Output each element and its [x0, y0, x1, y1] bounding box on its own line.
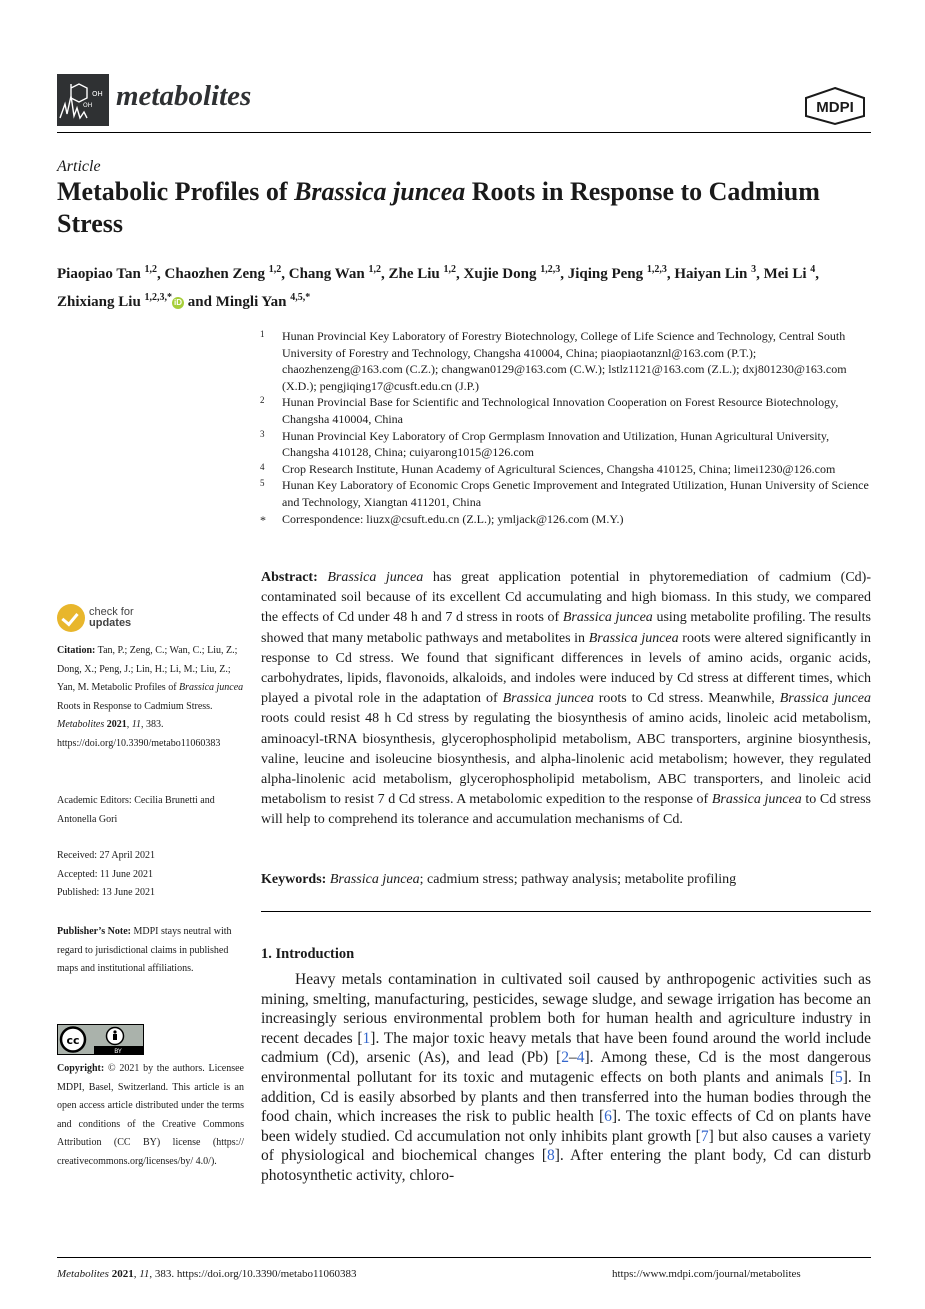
reference-link[interactable]: 6 — [604, 1108, 612, 1126]
reference-link[interactable]: 2 — [561, 1049, 569, 1067]
reference-link[interactable]: 4 — [576, 1049, 585, 1067]
author-affiliation-marker: 1,2 — [443, 264, 457, 275]
keywords: Keywords: Brassica juncea; cadmium stress; pathway analysis; metabolite profiling — [261, 872, 737, 887]
svg-text:cc: cc — [66, 1034, 80, 1047]
species-name: Brassica juncea — [588, 630, 679, 646]
mdpi-logo — [802, 86, 868, 126]
affiliation-item — [258, 394, 872, 427]
author-affiliation-marker: 1,2 — [268, 264, 282, 275]
author-affiliation-marker: 1,2,3 — [540, 264, 561, 275]
header-divider — [57, 132, 871, 133]
abstract: Abstract: Brassica juncea has great application potential in phytoremediation of cadmium (Cd)-contaminated soil because of its excellent Cd accumulating and high biomass. In this study, we compared the effects of Cd under 48 h and 7 d stress in roots of Brassica juncea using metabolite profiling. The results showed that many metabolic pathways and metabolites in Brassica juncea roots were altered significantly in response to Cd stress. We found that significant differences in levels of amino acids, organic acids, carbohydrates, lipids, flavonoids, alkaloids, and indoles were induced by Cd stress at different times, which played a pivotal role in the adaptation of Brassica juncea roots to Cd stress. Meanwhile, Brassica juncea roots could resist 48 h Cd stress by regulating the biosynthesis of amino acids, linoleic acid metabolism, aminoacyl-tRNA biosynthesis, glycerophospholipid metabolism, ABC transporters, arginine biosynthesis, valine, leucine and isoleucine biosynthesis, and alpha-linolenic acid metabolism; however, they regulated alpha-linolenic acid metabolism, glycerophospholipid metabolism, ABC transporters, and linoleic acid metabolism to resist 7 d Cd stress. A metabolomic expedition to the response of Brassica juncea to Cd stress will help to comprehend its tolerance and accumulation mechanisms of Cd. — [261, 570, 872, 828]
cc-by-license-badge[interactable] — [57, 1024, 144, 1055]
svg-text:BY: BY — [114, 1048, 122, 1054]
author-affiliation-marker: 1,2 — [368, 264, 381, 275]
affiliation-text: Hunan Key Laboratory of Economic Crops Genetic Improvement and Integrated Utilization, Hunan University of Science and Technology, Xiangtan 411201, China — [282, 478, 869, 509]
citation-doi-link[interactable]: , 383. https://doi.org/10.3390/metabo11060383 — [57, 719, 221, 749]
footer-citation: Metabolites 2021, 11, 383. https://doi.org/10.3390/metabo11060383 — [57, 1268, 357, 1280]
publication-dates — [57, 847, 244, 903]
reference-link[interactable]: 8 — [546, 1147, 555, 1165]
species-name: Brassica juncea — [502, 691, 594, 707]
affiliation-text: Correspondence: liuzx@csuft.edu.cn (Z.L.); ymljack@126.com (M.Y.) — [282, 511, 624, 526]
author-affiliation-marker: 1,2,3 — [646, 264, 667, 275]
species-name: Brassica juncea — [327, 570, 424, 585]
author-affiliation-marker: 4 — [810, 264, 816, 275]
affiliation-item — [258, 511, 872, 528]
introduction-paragraph: Heavy metals contamination in cultivated soil caused by anthropogenic activities such as mining, smelting, manufacturing, pesticides, sewage sludge, and sewage irrigation has become an increasingly serious environmental problem both for human health and agriculture industry in recent decades [1]. The major toxic heavy metals that have been found around the world include cadmium (Cd), arsenic (As), and lead (Pb) [2–4]. Among these, Cd is the most dangerous environmental pollutant for its toxic and mutagenic effects on both plants and animals [5]. In addition, Cd is easily absorbed by plants and then transferred into the human bodies through the food chain, which increases the risk to public health [6]. The toxic effects of Cd on plants have been widely studied. Cd accumulation not only inhibits plant growth [7] but also causes a variety of physiological and biochemical changes [8]. After entering the plant body, Cd can disturb photosynthetic activity, chloro- — [261, 971, 871, 1184]
author-name[interactable]: Piaopiao Tan — [57, 266, 141, 282]
species-name: Brassica juncea — [779, 691, 871, 707]
publisher-note: Publisher’s Note: MDPI stays neutral with regard to jurisdictional claims in published maps and institutional affiliations. — [57, 926, 232, 974]
check-for-updates-button[interactable]: check for updates — [57, 604, 177, 636]
affiliation-text: Hunan Provincial Key Laboratory of Crop Germplasm Innovation and Utilization, Hunan Agricultural University, Changsha 410128, China; cuiyarong1015@126.com — [282, 428, 830, 460]
reference-link[interactable]: 5 — [835, 1068, 843, 1086]
affiliation-item — [258, 428, 872, 461]
affiliation-number: 2 — [260, 395, 265, 406]
section-heading-introduction: 1. Introduction — [261, 946, 355, 962]
accepted-date: Accepted: 11 June 2021 — [57, 868, 153, 880]
affiliation-number: * — [260, 512, 266, 527]
affiliation-text: Hunan Provincial Key Laboratory of Forestry Biotechnology, College of Life Science and Technology, Central South University of Forestry and Technology, Changsha 410004, China; piaopiaotanznl@163.com (P.T.); chaozhenzeng@163.com (C.Z.); changwan0129@163.com (C.W.); lstlz1121@163.com (Z.L.); dxj801230@163.com (X.D.); pengjiqing17@cusft.edu.cn (J.P.) — [282, 329, 847, 393]
author-affiliation-marker: 4,5,* — [290, 292, 311, 303]
species-name: Brassica juncea — [711, 792, 802, 808]
affiliation-text: Hunan Provincial Base for Scientific and Technological Innovation Cooperation on Forest Resource Biotechnology, Changsha 410004, China — [282, 395, 839, 426]
author-name[interactable]: Haiyan Lin — [674, 266, 748, 282]
footer-journal-link[interactable]: https://www.mdpi.com/journal/metabolites — [612, 1268, 801, 1280]
author-affiliation-marker: 3 — [751, 264, 757, 275]
affiliation-number: 5 — [260, 478, 265, 489]
author-name[interactable]: Zhixiang Liu — [57, 294, 141, 310]
title-species: Brassica juncea — [294, 177, 466, 206]
author-name[interactable]: Xujie Dong — [463, 266, 537, 282]
journal-name: metabolites — [116, 80, 252, 112]
author-name[interactable]: Jiqing Peng — [567, 266, 644, 282]
affiliation-item — [258, 461, 872, 478]
article-type: Article — [57, 158, 101, 175]
author-name[interactable]: Zhe Liu — [388, 266, 440, 282]
orcid-icon[interactable]: iD — [174, 298, 183, 307]
footer-divider — [57, 1257, 871, 1258]
academic-editors: Academic Editors: Cecilia Brunetti and Antonella Gori — [57, 795, 215, 825]
affiliation-number: 1 — [260, 329, 265, 339]
section-divider — [261, 911, 871, 912]
checkmark-icon — [57, 604, 85, 632]
species-name: Brassica juncea — [562, 610, 653, 626]
mdpi-hexagon-icon — [802, 86, 868, 126]
svg-text:MDPI: MDPI — [816, 99, 854, 116]
reference-link[interactable]: 7 — [700, 1127, 709, 1145]
copyright-notice: Copyright: © 2021 by the authors. Licensee MDPI, Basel, Switzerland. This article is an open access article distributed under the terms and conditions of the Creative Commons Attribution (CC BY) license (https:// creativecommons.org/licenses/by/ 4.0/). — [57, 1063, 244, 1167]
affiliations-list — [258, 328, 872, 527]
affiliation-item — [258, 328, 872, 394]
affiliation-number: 4 — [260, 461, 265, 472]
journal-logo — [57, 74, 109, 126]
author-list: Piaopiao Tan $^{1,2}$, Chaozhen Zeng $^{1,2}$, Chang Wan $^{1,2}$, Zhe Liu $^{1,2}$, Xujie Dong $^{1,2,3}$, Jiqing Peng $^{1,2,3}$, Haiyan Lin $^3$, Mei Li $^4$, Zhixiang Liu $^{1,2,3,*}$ iD and Mingli Yan $^{4,5,*}$ — [57, 264, 819, 310]
affiliation-text: Crop Research Institute, Hunan Academy of Agricultural Sciences, Changsha 410125, China; limei1230@126.com — [282, 461, 836, 476]
citation-block: Citation: Tan, P.; Zeng, C.; Wan, C.; Liu, Z.; Dong, X.; Peng, J.; Lin, H.; Li, M.; Liu, Z.; Yan, M. Metabolic Profiles of Brassica juncea Roots in Response to Cadmium Stress. Metabolites 2021, 11, 383. https://doi.org/10.3390/metabo11060383 — [57, 645, 244, 749]
author-name[interactable]: Mingli Yan — [215, 294, 287, 310]
page-title: Metabolic Profiles of Brassica juncea Roots in Response to Cadmium Stress — [57, 177, 820, 238]
author-name[interactable]: Chaozhen Zeng — [164, 266, 265, 282]
author-name[interactable]: Mei Li — [763, 266, 807, 282]
author-affiliation-marker: 1,2,3,* — [144, 292, 173, 303]
svg-text:OH: OH — [83, 102, 93, 109]
author-name[interactable]: Chang Wan — [288, 266, 365, 282]
received-date: Received: 27 April 2021 — [57, 850, 156, 861]
published-date: Published: 13 June 2021 — [57, 887, 156, 898]
affiliation-number: 3 — [260, 428, 265, 439]
affiliation-item — [258, 477, 872, 510]
reference-link[interactable]: 1 — [362, 1029, 371, 1047]
author-affiliation-marker: 1,2 — [144, 264, 158, 275]
svg-text:OH: OH — [92, 90, 103, 98]
metabolite-structure-icon — [57, 74, 109, 126]
